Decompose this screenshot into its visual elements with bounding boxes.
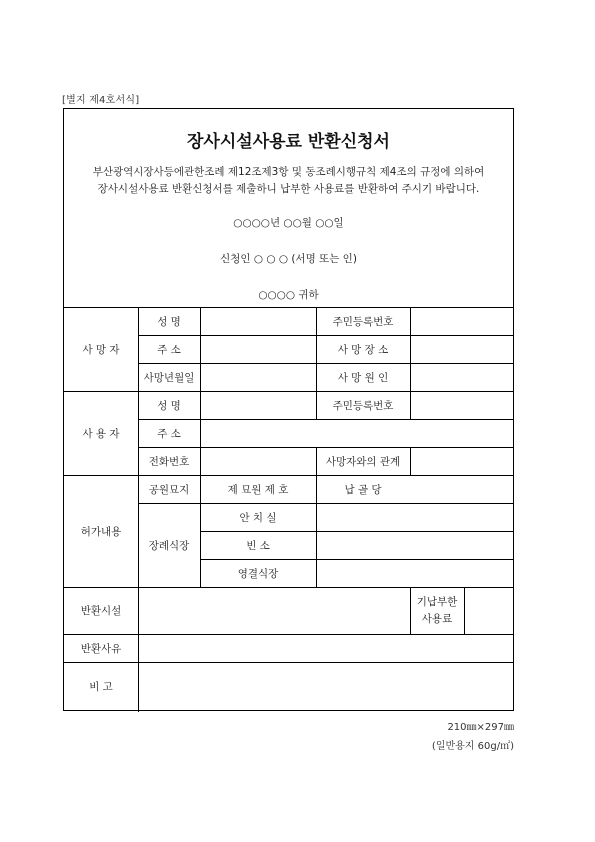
death-cause-field[interactable]	[410, 363, 513, 391]
refund-reason-label: 반환사유	[80, 642, 122, 655]
deceased-address-label: 주 소	[157, 343, 181, 356]
mourning-room-field[interactable]	[316, 531, 513, 559]
deceased-section-label: 사 망 자	[82, 343, 120, 356]
user-relation-label: 사망자와의 관계	[325, 455, 401, 468]
permit-section-label: 허가내용	[80, 525, 122, 538]
refund-facility-label: 반환시설	[80, 605, 122, 617]
refund-facility-field[interactable]	[138, 587, 410, 634]
applicant-signature: 신청인 ○ ○ ○ (서명 또는 인)	[220, 253, 357, 265]
application-date: ○○○○년 ○○월 ○○일	[233, 217, 344, 229]
paid-fee-field[interactable]	[464, 587, 513, 634]
death-date-label: 사망년월일	[143, 371, 195, 384]
deceased-rrn-label: 주민등록번호	[332, 315, 394, 328]
user-rrn-label: 주민등록번호	[332, 399, 394, 412]
grave-number-label: 제 묘원 제 호	[227, 483, 289, 496]
park-cemetery-label: 공원묘지	[148, 483, 190, 496]
farewell-hall-field[interactable]	[316, 559, 513, 587]
user-address-label: 주 소	[157, 427, 181, 440]
user-address-field[interactable]	[200, 419, 513, 447]
deceased-name-label: 성 명	[157, 315, 181, 328]
morgue-field[interactable]	[316, 503, 513, 531]
application-form	[63, 108, 514, 711]
paper-size: 210㎜×297㎜	[447, 722, 514, 733]
death-place-field[interactable]	[410, 335, 513, 363]
farewell-hall-label: 영결식장	[237, 567, 279, 580]
user-section-label: 사 용 자	[82, 427, 120, 440]
paper-type: (일반용지 60g/㎡)	[431, 741, 514, 752]
user-phone-field[interactable]	[200, 447, 316, 475]
deceased-address-field[interactable]	[200, 335, 316, 363]
deceased-rrn-field[interactable]	[410, 307, 513, 335]
user-name-label: 성 명	[157, 399, 181, 412]
intro-line-1: 부산광역시장사등에관한조례 제12조제3항 및 동조례시행규칙 제4조의 규정에 의하여	[92, 166, 485, 178]
paid-fee-label: 기납부한 사용료	[416, 595, 458, 625]
user-phone-label: 전화번호	[148, 455, 190, 468]
form-label: [별지 제4호서식]	[62, 95, 140, 106]
remarks-field[interactable]	[138, 662, 513, 710]
remarks-label: 비 고	[89, 680, 113, 693]
death-cause-label: 사 망 원 인	[337, 371, 389, 384]
ossuary-label: 납 골 당	[344, 483, 382, 496]
user-name-field[interactable]	[200, 391, 316, 419]
ossuary-field[interactable]	[410, 475, 513, 503]
death-date-field[interactable]	[200, 363, 316, 391]
mourning-room-label: 빈 소	[246, 539, 270, 552]
refund-reason-field[interactable]	[138, 634, 513, 662]
deceased-name-field[interactable]	[200, 307, 316, 335]
user-relation-field[interactable]	[410, 447, 513, 475]
intro-line-2: 장사시설사용료 반환신청서를 제출하니 납부한 사용료를 반환하여 주시기 바랍니다.	[97, 183, 480, 195]
death-place-label: 사 망 장 소	[337, 343, 389, 356]
form-title: 장사시설사용료 반환신청서	[187, 132, 390, 152]
morgue-label: 안 치 실	[239, 511, 277, 524]
addressee: ○○○○ 귀하	[258, 289, 319, 301]
funeral-hall-label: 장례식장	[148, 539, 190, 552]
user-rrn-field[interactable]	[410, 391, 513, 419]
